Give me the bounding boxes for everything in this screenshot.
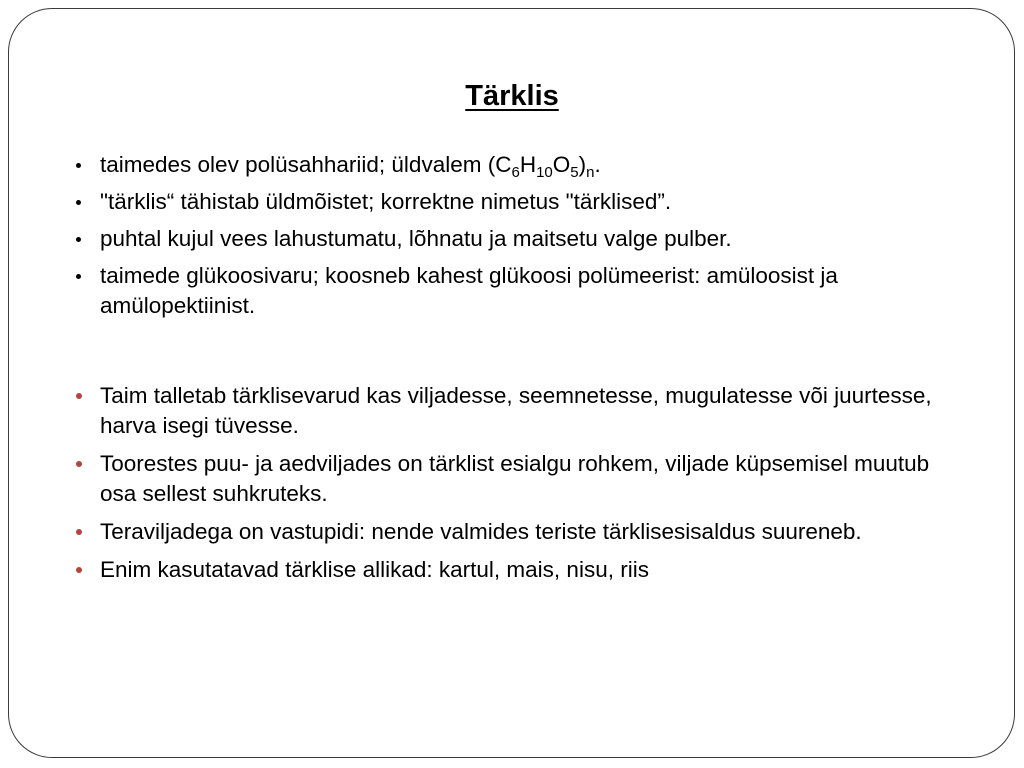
bullet-dot-icon xyxy=(76,567,82,573)
bullet-dot-icon xyxy=(76,237,81,242)
list-item xyxy=(74,261,954,321)
formula-end: . xyxy=(594,152,601,177)
bullet-dot-icon xyxy=(76,163,81,168)
facts-list xyxy=(74,381,954,593)
definition-list xyxy=(74,150,954,328)
bullet-dot-icon xyxy=(76,274,81,279)
list-item xyxy=(74,517,954,547)
formula-o: O xyxy=(552,152,571,177)
list-item-formula xyxy=(74,150,954,180)
list-item xyxy=(74,187,954,217)
formula-close: ) xyxy=(578,152,587,177)
list-item xyxy=(74,449,954,509)
formula-sub-n: n xyxy=(586,164,595,181)
list-item-text: Toorestes puu- ja aedviljades on tärklist esialgu rohkem, viljade küpsemisel muutub osa sellest suhkruteks. xyxy=(100,451,930,506)
slide-title: Tärklis xyxy=(465,80,559,112)
list-item-text: taimede glükoosivaru; koosneb kahest glükoosi polümeerist: amüloosist ja amülopektiinist. xyxy=(100,263,838,318)
list-item xyxy=(74,224,954,254)
list-item-text: "tärklis“ tähistab üldmõistet; korrektne nimetus "tärklised”. xyxy=(100,189,672,214)
list-item-text: Enim kasutatavad tärklise allikad: kartul, mais, nisu, riis xyxy=(100,557,649,582)
formula-h: H xyxy=(519,152,537,177)
formula-sub-c: 6 xyxy=(511,164,520,181)
list-item xyxy=(74,555,954,585)
list-item xyxy=(74,381,954,441)
bullet-dot-icon xyxy=(76,393,82,399)
list-item-text: puhtal kujul vees lahustumatu, lõhnatu ja maitsetu valge pulber. xyxy=(100,226,732,251)
list-item-text: Taim talletab tärklisevarud kas viljadesse, seemnetesse, mugulatesse või juurtesse, harva isegi tüvesse. xyxy=(100,383,932,438)
formula-prefix: taimedes olev polüsahhariid; üldvalem (C xyxy=(100,152,512,177)
list-item-text: Teraviljadega on vastupidi: nende valmides teriste tärklisesisaldus suureneb. xyxy=(100,519,862,544)
formula-sub-h: 10 xyxy=(536,164,553,181)
bullet-dot-icon xyxy=(76,461,82,467)
bullet-dot-icon xyxy=(76,200,81,205)
bullet-dot-icon xyxy=(76,529,82,535)
formula-sub-o: 5 xyxy=(570,164,579,181)
